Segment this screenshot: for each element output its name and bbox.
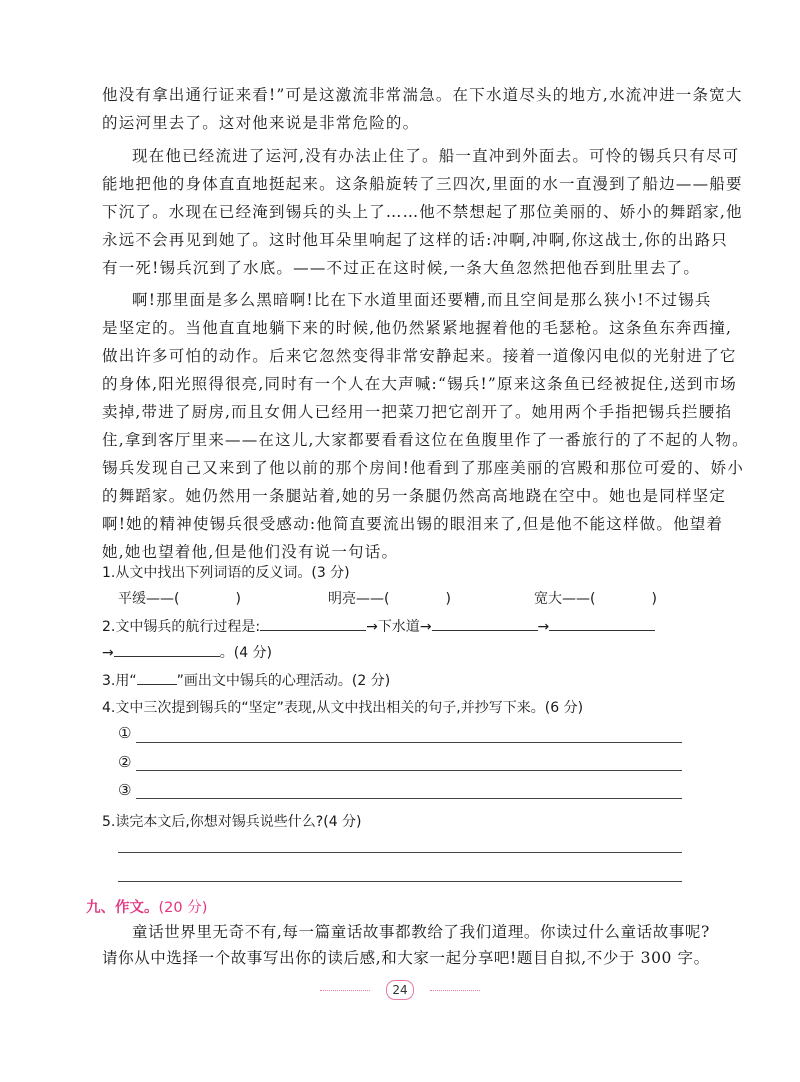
voyage-blank-3[interactable] — [549, 616, 655, 631]
voyage-blank-4[interactable] — [114, 642, 220, 657]
question-3-prompt-end: ”画出文中锡兵的心理活动。(2 分) — [176, 673, 391, 689]
passage-line: 能地把他的身体直直地挺起来。这条船旋转了三四次,里面的水一直漫到了船边——船要 — [102, 175, 743, 193]
passage-line: 他没有拿出通行证来看!”可是这激流非常湍急。在下水道尽头的地方,水流冲进一条宽大 — [102, 86, 743, 104]
antonym-word-2: 明亮——( — [328, 591, 390, 607]
answer-line-3[interactable] — [136, 798, 682, 799]
underline-sample — [137, 670, 177, 685]
antonym-item-3 — [534, 589, 657, 609]
antonym-item-2 — [328, 589, 451, 609]
passage-line: 的舞蹈家。她仍然用一条腿站着,她的另一条腿仍然高高地跷在空中。她也是同样坚定 — [102, 487, 727, 505]
composition-instruction: 请你从中选择一个故事写出你的读后感,和大家一起分享吧!题目自拟,不少于 300 字。 — [102, 949, 710, 967]
answer-line-4[interactable] — [118, 852, 682, 853]
voyage-blank-2[interactable] — [432, 616, 538, 631]
passage-line: 啊!那里面是多么黑暗啊!比在下水道里面还要糟,而且空间是那么狭小!不过锡兵 — [132, 291, 712, 309]
question-1-prompt: 1.从文中找出下列词语的反义词。(3 分) — [102, 565, 350, 581]
composition-instruction: 童话世界里无奇不有,每一篇童话故事都教给了我们道理。你读过什么童话故事呢? — [132, 923, 710, 941]
antonym-close-2: ) — [445, 591, 451, 607]
answer-number-1: ① — [118, 724, 132, 742]
passage-line: 的运河里去了。这对他来说是非常危险的。 — [102, 114, 420, 132]
section-9-label: 九、作文。 — [86, 900, 159, 916]
passage-line: 卖掉,带进了厨房,而且女佣人已经用一把菜刀把它剖开了。她用两个手指把锡兵拦腰掐 — [102, 403, 733, 421]
antonym-word-1: 平缓——( — [118, 591, 180, 607]
passage-line: 永远不会再见到她了。这时他耳朵里响起了这样的话:冲啊,冲啊,你这战士,你的出路只 — [102, 231, 729, 249]
passage-line: 锡兵发现自己又来到了他以前的那个房间!他看到了那座美丽的宫殿和那位可爱的、娇小 — [102, 459, 745, 477]
answer-number-2: ② — [118, 753, 132, 771]
arrow-icon: → — [537, 619, 550, 635]
question-4-prompt: 4.文中三次提到锡兵的“坚定”表现,从文中找出相关的句子,并抄写下来。(6 分) — [102, 700, 584, 716]
answer-line-2[interactable] — [136, 770, 682, 771]
question-2-prompt: 2.文中锡兵的航行过程是: — [102, 619, 261, 635]
answer-number-3: ③ — [118, 781, 132, 799]
section-9-score: (20 分) — [158, 900, 208, 916]
answer-line-5[interactable] — [118, 881, 682, 882]
answer-line-1[interactable] — [136, 742, 682, 743]
passage-line: 啊!她的精神使锡兵很受感动:他简直要流出锡的眼泪来了,但是他不能这样做。他望着 — [102, 515, 724, 533]
section-9-title — [86, 896, 207, 917]
question-2-line-1 — [102, 616, 655, 637]
passage-line: 下沉了。水现在已经淹到锡兵的头上了……他不禁想起了那位美丽的、娇小的舞蹈家,他 — [102, 203, 743, 221]
voyage-step-sewer: 下水道 — [377, 619, 420, 635]
question-2-score: 。(4 分) — [219, 645, 273, 661]
passage-line: 是坚定的。当他直直地躺下来的时候,他仍然紧紧地握着他的毛瑟枪。这条鱼东奔西撞, — [102, 319, 733, 337]
passage-line: 她,她也望着他,但是他们没有说一句话。 — [102, 543, 399, 561]
antonym-close-1: ) — [235, 591, 241, 607]
arrow-icon: → — [102, 645, 114, 661]
question-3-prompt-start: 3.用“ — [102, 673, 137, 689]
footer-divider — [430, 990, 480, 991]
arrow-icon: → — [366, 619, 378, 635]
antonym-item-1 — [118, 589, 241, 609]
passage-line: 做出许多可怕的动作。后来它忽然变得非常安静起来。接着一道像闪电似的光射进了它 — [102, 347, 737, 365]
antonym-close-3: ) — [651, 591, 657, 607]
question-3 — [102, 670, 390, 691]
arrow-icon: → — [419, 619, 432, 635]
antonym-word-3: 宽大——( — [534, 591, 596, 607]
footer-divider — [320, 990, 370, 991]
passage-line: 住,拿到客厅里来——在这儿,大家都要看看这位在鱼腹里作了一番旅行的了不起的人物。 — [102, 431, 749, 449]
question-5-prompt: 5.读完本文后,你想对锡兵说些什么?(4 分) — [102, 814, 362, 830]
voyage-blank-1[interactable] — [260, 616, 366, 631]
passage-line: 有一死!锡兵沉到了水底。——不过正在这时候,一条大鱼忽然把他吞到肚里去了。 — [102, 259, 701, 277]
page-number: 24 — [386, 980, 414, 1000]
passage-line: 现在他已经流进了运河,没有办法止住了。船一直冲到外面去。可怜的锡兵只有尽可 — [132, 147, 740, 165]
passage-line: 的身体,阳光照得很亮,同时有一个人在大声喊:“锡兵!”原来这条鱼已经被捉住,送到市场 — [102, 375, 737, 393]
page-number-footer — [320, 980, 480, 1000]
question-2-line-2 — [102, 642, 272, 663]
